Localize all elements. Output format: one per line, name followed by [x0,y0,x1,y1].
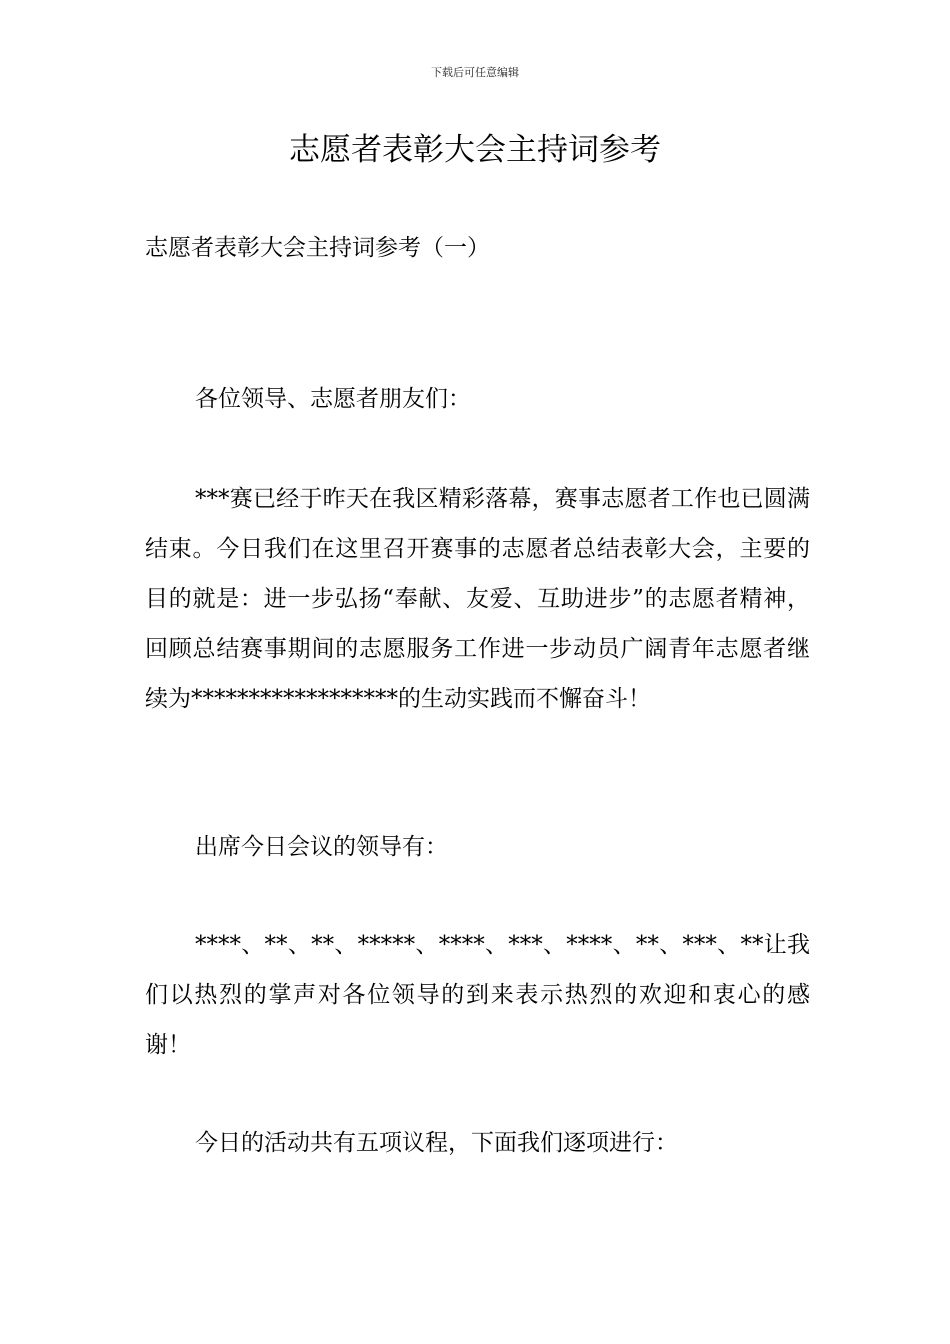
agenda-paragraph: 今日的活动共有五项议程，下面我们逐项进行： [195,1130,678,1156]
intro-paragraph: ***赛已经于昨天在我区精彩落幕，赛事志愿者工作也已圆满结束。今日我们在这里召开赛事的志愿者总结表彰大会，主要的目的就是：进一步弘扬“奉献、友爱、互助进步”的志愿者精神，回顾总结赛事期间的志愿服务工作进一步动员广阔青年志愿者继续为******************的生动实践而不懈奋斗！ [145,486,810,712]
greeting-paragraph: 各位领导、志愿者朋友们： [195,386,471,412]
leaders-list-paragraph: ****、**、**、*****、****、***、****、**、***、**让我们以热烈的掌声对各位领导的到来表示热烈的欢迎和衷心的感谢！ [145,932,810,1058]
section-subtitle: 志愿者表彰大会主持词参考（一） [145,235,490,261]
leaders-intro-paragraph: 出席今日会议的领导有： [195,834,448,860]
document-title: 志愿者表彰大会主持词参考 [289,132,661,168]
header-note: 下载后可任意编辑 [431,66,519,79]
